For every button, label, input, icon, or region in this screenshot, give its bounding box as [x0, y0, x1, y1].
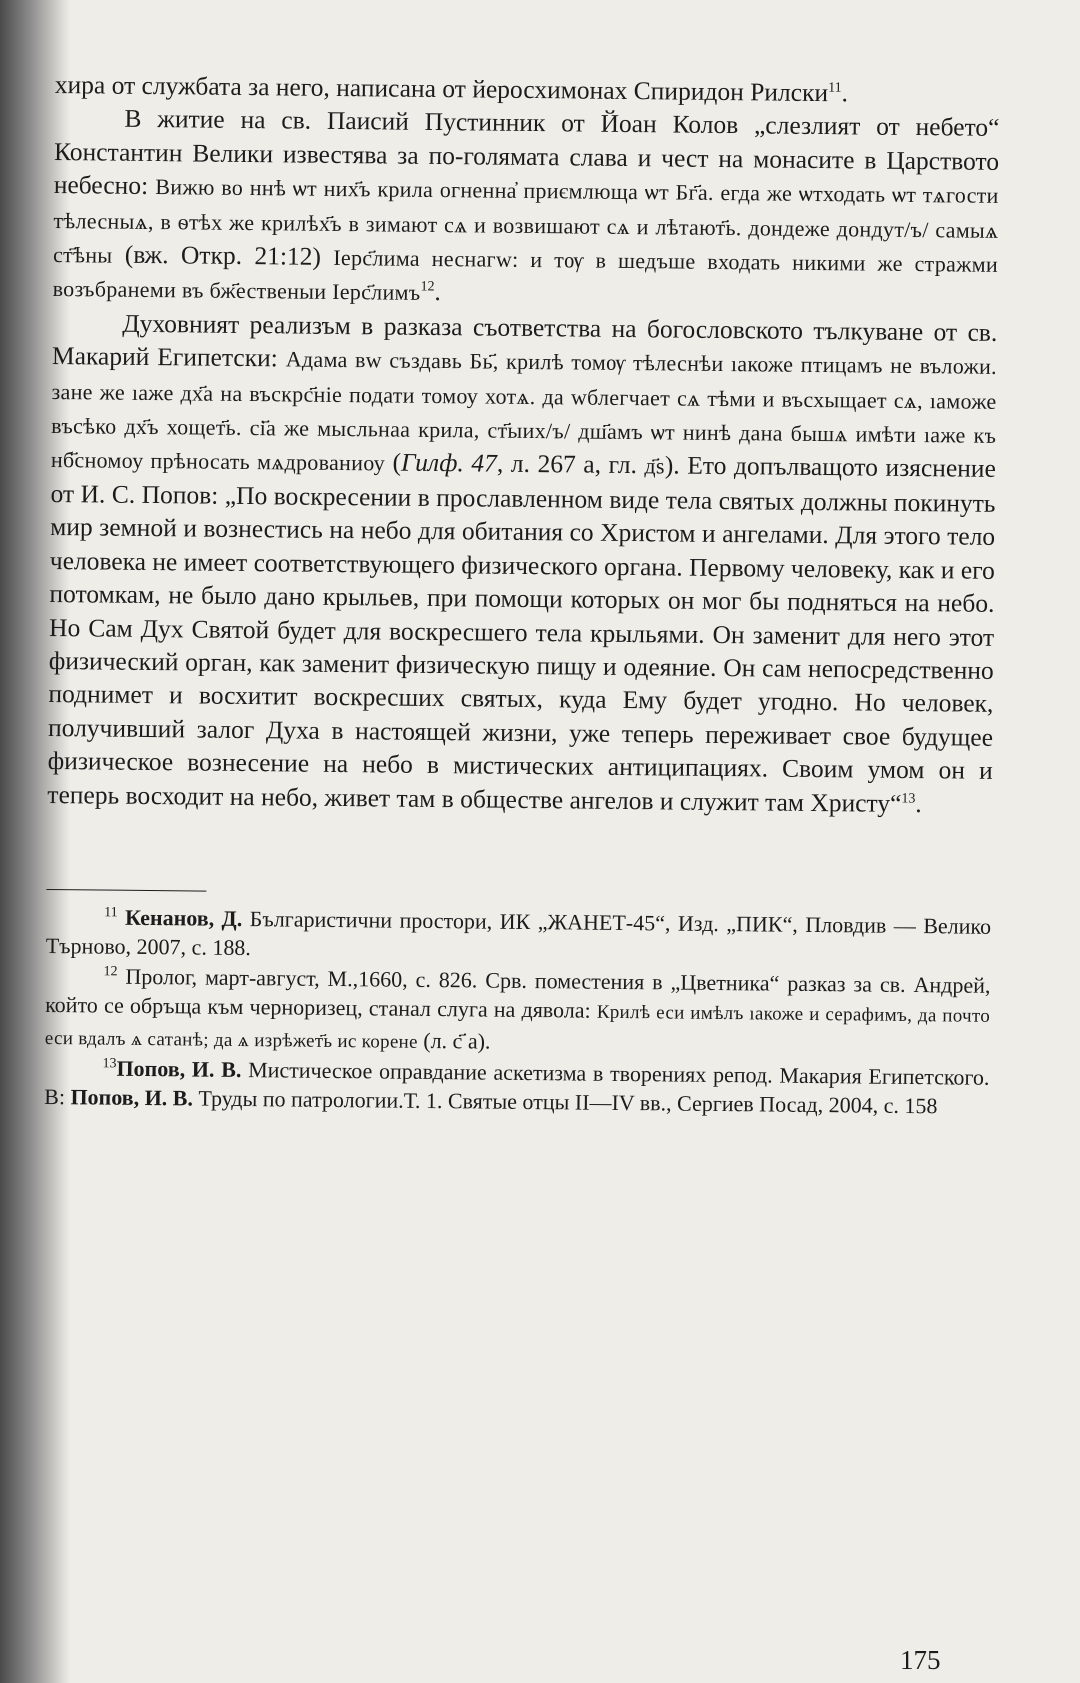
footnote-author: Попов, И. В. — [116, 1055, 242, 1082]
footnote-11 — [46, 902, 992, 971]
footnote-text: Мистическое оправдание аскетизма в творениях репод. Макария Египетского. В: — [44, 1056, 990, 1110]
paragraph-2-text-b: (вж. Откр. 21:12) — [112, 239, 334, 271]
footnote-number: 12 — [103, 963, 118, 980]
paragraph-1-text: хира от службата за него, написана от йеросхимонах Спиридон Рилски — [54, 69, 829, 108]
paragraph-3-end: . — [915, 788, 922, 818]
page-content — [44, 68, 1000, 1122]
paragraph-3-text-d: ). Ето допълващото изяснение от И. С. Попов: „По воскресении в прославленном виде тела святых должны покинуть мир земной и вознестись на небо для обитания со Христом и ангелами. Для этого тело человека не имеет соответствующего физического органа. Первому человеку, как и его потомкам, не было дано крыльев, при помощи которых он мог бы подняться на небо. Но Сам Дух Святой будет для воскресшего тела крыльями. Он заменит для него этот физический орган, как заменит физическую пищу и одеяние. Он сам непосредственно поднимет и восхитит воскресших святых, куда Ему будет угодно. Но человек, получивший залог Духа в настоящей жизни, уже теперь переживает свое будущее физическое вознесение на небо в мистических антиципациях. Своим умом он и теперь восходит на небо, живет там в обществе ангелов и служит там Христу“ — [47, 450, 997, 818]
footnote-text-end: Труды по патрологии.Т. 1. Святые отцы II—IV вв., Сергиев Посад, 2004, с. 158 — [192, 1085, 938, 1119]
paragraph-3-text-b: ( — [384, 447, 402, 478]
paragraph-2 — [53, 101, 1000, 315]
footnote-12 — [45, 961, 991, 1063]
footnote-number: 13 — [102, 1056, 117, 1072]
footnote-ref-13[interactable]: 13 — [901, 790, 916, 807]
footnote-13 — [44, 1053, 990, 1122]
footnote-author-2: Попов, И. В. — [70, 1084, 194, 1111]
paragraph-3-text-c: , л. 267 а, гл. — [496, 449, 645, 480]
footnotes-section — [44, 889, 991, 1122]
church-slavonic-quote-1: Вижю во ннѣ ѡт них҃ъ крила огненна҆ приємлюща ѡт Бг҃а. егда же ѡтходать ѡт тѧгости тѣлесныѧ, в ѳтѣх же крилѣх҃ъ в зимают сѧ и возвишают сѧ и лѣтают҃ь. дондеже дондут/ъ/ самыѧ ст҃ѣны — [52, 174, 999, 268]
paragraph-2-end: . — [434, 277, 442, 307]
paragraph-2-text-a: В житие на св. Паисий Пустинник от Йоан Колов „слезлият от небето“ Константин Велики известява за по-голямата слава и чест на монасите в Царството небесно: — [53, 104, 1000, 201]
paragraph-1-end: . — [841, 78, 849, 108]
footnote-text-end: (л. с҃ а). — [417, 1027, 491, 1054]
church-slavonic-quote-3: Адама вw създавь Бь҃, крилѣ томѹ тѣлеснѣи ıакоже птицамъ не въложи. зане же ıаже дх҃а на въскрс҃ніе подати томоу хотѧ. да wблегчает сѧ тѣми и въсхыщает сѧ, ıаможе въсѣко дх҃ъ хощет҃ь. сі҃а же мысльнаа крила, ст҃ыих/ъ/ дш҃амъ ѡт нинѣ дана бышѧ имѣти ıаже къ нб҃сномоу прѣносать мѧдрованиоу — [50, 346, 998, 476]
footnote-number: 11 — [104, 905, 118, 921]
paragraph-3-text-a: Духовният реализъм в разказа съответства на богословското тълкуване от св. Макарий Египетски: — [51, 308, 998, 373]
footnote-text: Пролог, март-август, М.,1660, с. 826. Срв. поместения в „Цветника“ разказ за св. Андрей, който се обръща към черноризец, станал слуга на дявола: — [45, 963, 991, 1023]
footnote-ref-12[interactable]: 12 — [420, 279, 435, 295]
page-number: 175 — [900, 1645, 941, 1675]
manuscript-citation: Гилф. 47 — [400, 448, 498, 479]
footnote-ref-11[interactable]: 11 — [828, 80, 842, 96]
chapter-number-slavonic: д҃ѕ — [644, 453, 665, 479]
paragraph-3 — [47, 306, 997, 821]
footnote-slavonic-quote: Крилѣ еси имѣлъ ıакоже и серафимъ, да почто еси вдалъ ѧ сатанѣ; да ѧ изрѣжет҃ь ис корене — [44, 1001, 991, 1053]
footnote-author: Кенанов, Д. — [124, 904, 243, 931]
footnote-separator — [46, 889, 206, 892]
church-slavonic-quote-2: Іерс҃лима неснагw: и тѹ в шедъше входать никими же стражми возъбранеми въ бж҃ественыи Іерс҃лимъ — [52, 244, 999, 306]
footnote-text: Българистични простори, ИК „ЖАНЕТ-45“, Изд. „ПИК“, Пловдив — Велико Търново, 2007, с. 188. — [45, 905, 992, 961]
